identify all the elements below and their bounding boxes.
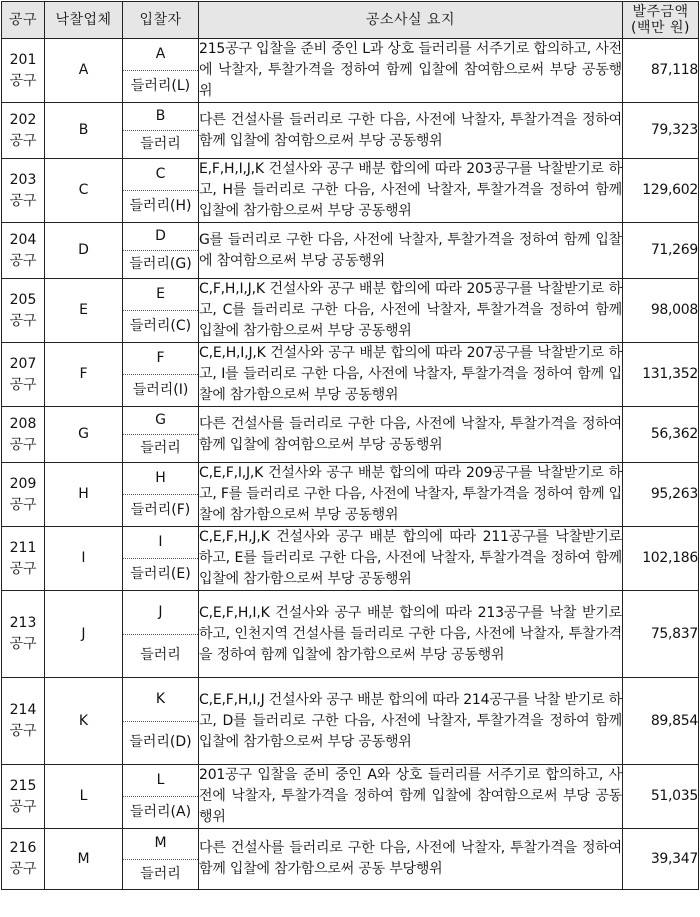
- bidders-cell: [123, 591, 199, 678]
- bidders-cell: [123, 527, 199, 591]
- summary-cell: C,E,H,I,J,K 건설사와 공구 배분 합의에 따라 207공구를 낙찰받기로 하고, I를 들러리로 구한 다음, 사전에 낙찰자, 투찰가격을 정하여 함께 입찰에 참가함으로써 부당 공동행위: [199, 343, 623, 407]
- bidders-cell: [123, 159, 199, 223]
- bidder-list: [123, 829, 198, 889]
- bidder-winner: A: [123, 39, 198, 71]
- bidders-cell: [123, 279, 199, 343]
- winner-cell: C: [45, 159, 123, 223]
- amount-cell: 131,352: [623, 343, 699, 407]
- bidder-dummy: 들러리(E): [130, 566, 191, 582]
- project-cell: 203 공구: [2, 159, 45, 223]
- bidder-dummy: 들러리(I): [132, 382, 189, 398]
- table-row: [2, 591, 699, 678]
- bidder-dummy: 들러리: [140, 865, 181, 882]
- header-project: 공구: [2, 2, 45, 39]
- summary-cell: C,E,F,H,I,J 건설사와 공구 배분 합의에 따라 214공구를 낙찰 받기로 하고, D를 들러리로 구한 다음, 사전에 낙찰자, 투찰가격을 정하여 함께 입찰에 참가함으로써 부당 공동행위: [199, 678, 623, 765]
- bidders-cell: [123, 39, 199, 103]
- project-cell: 202 공구: [2, 103, 45, 159]
- bidder-list: [123, 103, 198, 158]
- bidder-dummy: 들러리(L): [130, 78, 191, 94]
- bidder-list: [123, 463, 198, 526]
- project-cell: 213 공구: [2, 591, 45, 678]
- project-cell: 201 공구: [2, 39, 45, 103]
- bidder-list: [123, 343, 198, 406]
- winner-cell: G: [45, 407, 123, 463]
- winner-cell: I: [45, 527, 123, 591]
- project-cell: 214 공구: [2, 678, 45, 765]
- amount-cell: 102,186: [623, 527, 699, 591]
- table-row: [2, 39, 699, 103]
- project-cell: 204 공구: [2, 223, 45, 279]
- bidders-cell: [123, 765, 199, 829]
- table-row: [2, 279, 699, 343]
- bidder-dummy: 들러리(G): [129, 256, 192, 272]
- bidder-list: [123, 591, 198, 677]
- header-summary: 공소사실 요지: [199, 2, 623, 39]
- table-row: [2, 463, 699, 527]
- header-winner: 낙찰업체: [45, 2, 123, 39]
- bidders-cell: [123, 223, 199, 279]
- table-row: [2, 765, 699, 829]
- bidder-winner: K: [123, 678, 198, 722]
- table-row: [2, 527, 699, 591]
- summary-cell: C,F,H,I,J,K 건설사와 공구 배분 합의에 따라 205공구를 낙찰받기로 하고, C를 들러리로 구한 다음, 사전에 낙찰자, 투찰가격을 정하여 함께 입찰에 참가함으로써 부당 공동행위: [199, 279, 623, 343]
- winner-cell: D: [45, 223, 123, 279]
- header-bidders: 입찰자: [123, 2, 199, 39]
- table-row: [2, 343, 699, 407]
- winner-cell: H: [45, 463, 123, 527]
- bidder-list: [123, 279, 198, 342]
- bidder-dummy: 들러리: [140, 647, 181, 664]
- summary-cell: E,F,H,I,J,K 건설사와 공구 배분 합의에 따라 203공구를 낙찰받기로 하고, H를 들러리로 구한 다음, 사전에 낙찰자, 투찰가격을 정하여 함께 입찰에 참가함으로써 부당 공동행위: [199, 159, 623, 223]
- project-cell: 215 공구: [2, 765, 45, 829]
- winner-cell: E: [45, 279, 123, 343]
- amount-cell: 95,263: [623, 463, 699, 527]
- bidder-list: [123, 527, 198, 590]
- bidder-dummy: 들러리: [140, 136, 181, 152]
- amount-cell: 75,837: [623, 591, 699, 678]
- bidders-cell: [123, 343, 199, 407]
- table-row: [2, 223, 699, 279]
- bidders-cell: [123, 829, 199, 890]
- table-row: [2, 407, 699, 463]
- bidders-cell: [123, 678, 199, 765]
- bidder-dummy: 들러리(C): [129, 318, 192, 334]
- bidder-list: [123, 678, 198, 764]
- bidders-cell: [123, 407, 199, 463]
- summary-cell: 다른 건설사를 들러리로 구한 다음, 사전에 낙찰자, 투찰가격을 정하여 함께 입찰에 참여함으로써 부당 공동행위: [199, 103, 623, 159]
- bidder-winner: G: [123, 407, 198, 435]
- amount-cell: 87,118: [623, 39, 699, 103]
- summary-cell: 215공구 입찰을 준비 중인 L과 상호 들러리를 서주기로 합의하고, 사전에 낙찰자, 투찰가격을 정하여 함께 입찰에 참여함으로써 부당 공동행위: [199, 39, 623, 103]
- bidder-list: [123, 223, 198, 278]
- bidder-list: [123, 159, 198, 222]
- bidder-winner: J: [123, 591, 198, 635]
- winner-cell: M: [45, 829, 123, 890]
- table-row: [2, 678, 699, 765]
- amount-cell: 98,008: [623, 279, 699, 343]
- winner-cell: B: [45, 103, 123, 159]
- bidder-winner: F: [123, 343, 198, 375]
- summary-cell: 다른 건설사를 들러리로 구한 다음, 사전에 낙찰자, 투찰가격을 정하여 함께 입찰에 참여함으로써 부당 공동행위: [199, 407, 623, 463]
- bidder-list: [123, 407, 198, 462]
- bidder-list: [123, 39, 198, 102]
- project-cell: 209 공구: [2, 463, 45, 527]
- project-cell: 216 공구: [2, 829, 45, 890]
- bidder-winner: M: [123, 829, 198, 860]
- bidder-dummy: 들러리(H): [129, 198, 192, 214]
- winner-cell: J: [45, 591, 123, 678]
- summary-cell: 201공구 입찰을 준비 중인 A와 상호 들러리를 서주기로 합의하고, 사전에 낙찰자, 투찰가격을 정하여 함께 입찰에 참여함으로써 부당 공동행위: [199, 765, 623, 829]
- winner-cell: L: [45, 765, 123, 829]
- table-row: [2, 829, 699, 890]
- summary-cell: 다른 건설사를 들러리로 구한 다음, 사전에 낙찰자, 투찰가격을 정하여 함께 입찰에 참가함으로써 공동 부당행위: [199, 829, 623, 890]
- bidders-cell: [123, 463, 199, 527]
- amount-cell: 129,602: [623, 159, 699, 223]
- amount-cell: 51,035: [623, 765, 699, 829]
- bidder-list: [123, 765, 198, 828]
- header-amount: 발주금액 (백만 원): [623, 2, 699, 39]
- header-row: [2, 2, 699, 39]
- bidder-winner: D: [123, 223, 198, 251]
- winner-cell: K: [45, 678, 123, 765]
- table-row: [2, 159, 699, 223]
- amount-cell: 89,854: [623, 678, 699, 765]
- bidder-winner: B: [123, 103, 198, 131]
- bid-rigging-table: [1, 1, 699, 890]
- project-cell: 208 공구: [2, 407, 45, 463]
- bidder-winner: I: [123, 527, 198, 559]
- table-body: [2, 39, 699, 890]
- bidders-cell: [123, 103, 199, 159]
- winner-cell: F: [45, 343, 123, 407]
- bidder-dummy: 들러리(A): [129, 804, 192, 820]
- table-row: [2, 103, 699, 159]
- winner-cell: A: [45, 39, 123, 103]
- summary-cell: G를 들러리로 구한 다음, 사전에 낙찰자, 투찰가격을 정하여 함께 입찰에 참여함으로써 부당 공동행위: [199, 223, 623, 279]
- bidder-winner: C: [123, 159, 198, 191]
- project-cell: 205 공구: [2, 279, 45, 343]
- bidder-dummy: 들러리: [140, 440, 181, 456]
- summary-cell: C,E,F,I,J,K 건설사와 공구 배분 합의에 따라 209공구를 낙찰받기로 하고, F를 들러리로 구한 다음, 사전에 낙찰자, 투찰가격을 정하여 함께 입찰에 참가함으로써 부당 공동행위: [199, 463, 623, 527]
- amount-cell: 39,347: [623, 829, 699, 890]
- amount-cell: 79,323: [623, 103, 699, 159]
- summary-cell: C,E,F,H,J,K 건설사와 공구 배분 합의에 따라 211공구를 낙찰받기로 하고, E를 들러리로 구한 다음, 사전에 낙찰자, 투찰가격을 정하여 함께 입찰에 참가함으로써 부당 공동행위: [199, 527, 623, 591]
- bidder-winner: L: [123, 765, 198, 797]
- amount-cell: 56,362: [623, 407, 699, 463]
- project-cell: 211 공구: [2, 527, 45, 591]
- bidder-dummy: 들러리(F): [130, 502, 191, 518]
- bidder-winner: H: [123, 463, 198, 495]
- bidder-dummy: 들러리(D): [129, 734, 192, 751]
- bidder-winner: E: [123, 279, 198, 311]
- project-cell: 207 공구: [2, 343, 45, 407]
- amount-cell: 71,269: [623, 223, 699, 279]
- summary-cell: C,E,F,H,I,K 건설사와 공구 배분 합의에 따라 213공구를 낙찰 받기로 하고, 인천지역 건설사를 들러리로 구한 다음, 사전에 낙찰자, 투찰가격을 정하여 함께 입찰에 참가함으로써 부당 공동행위: [199, 591, 623, 678]
